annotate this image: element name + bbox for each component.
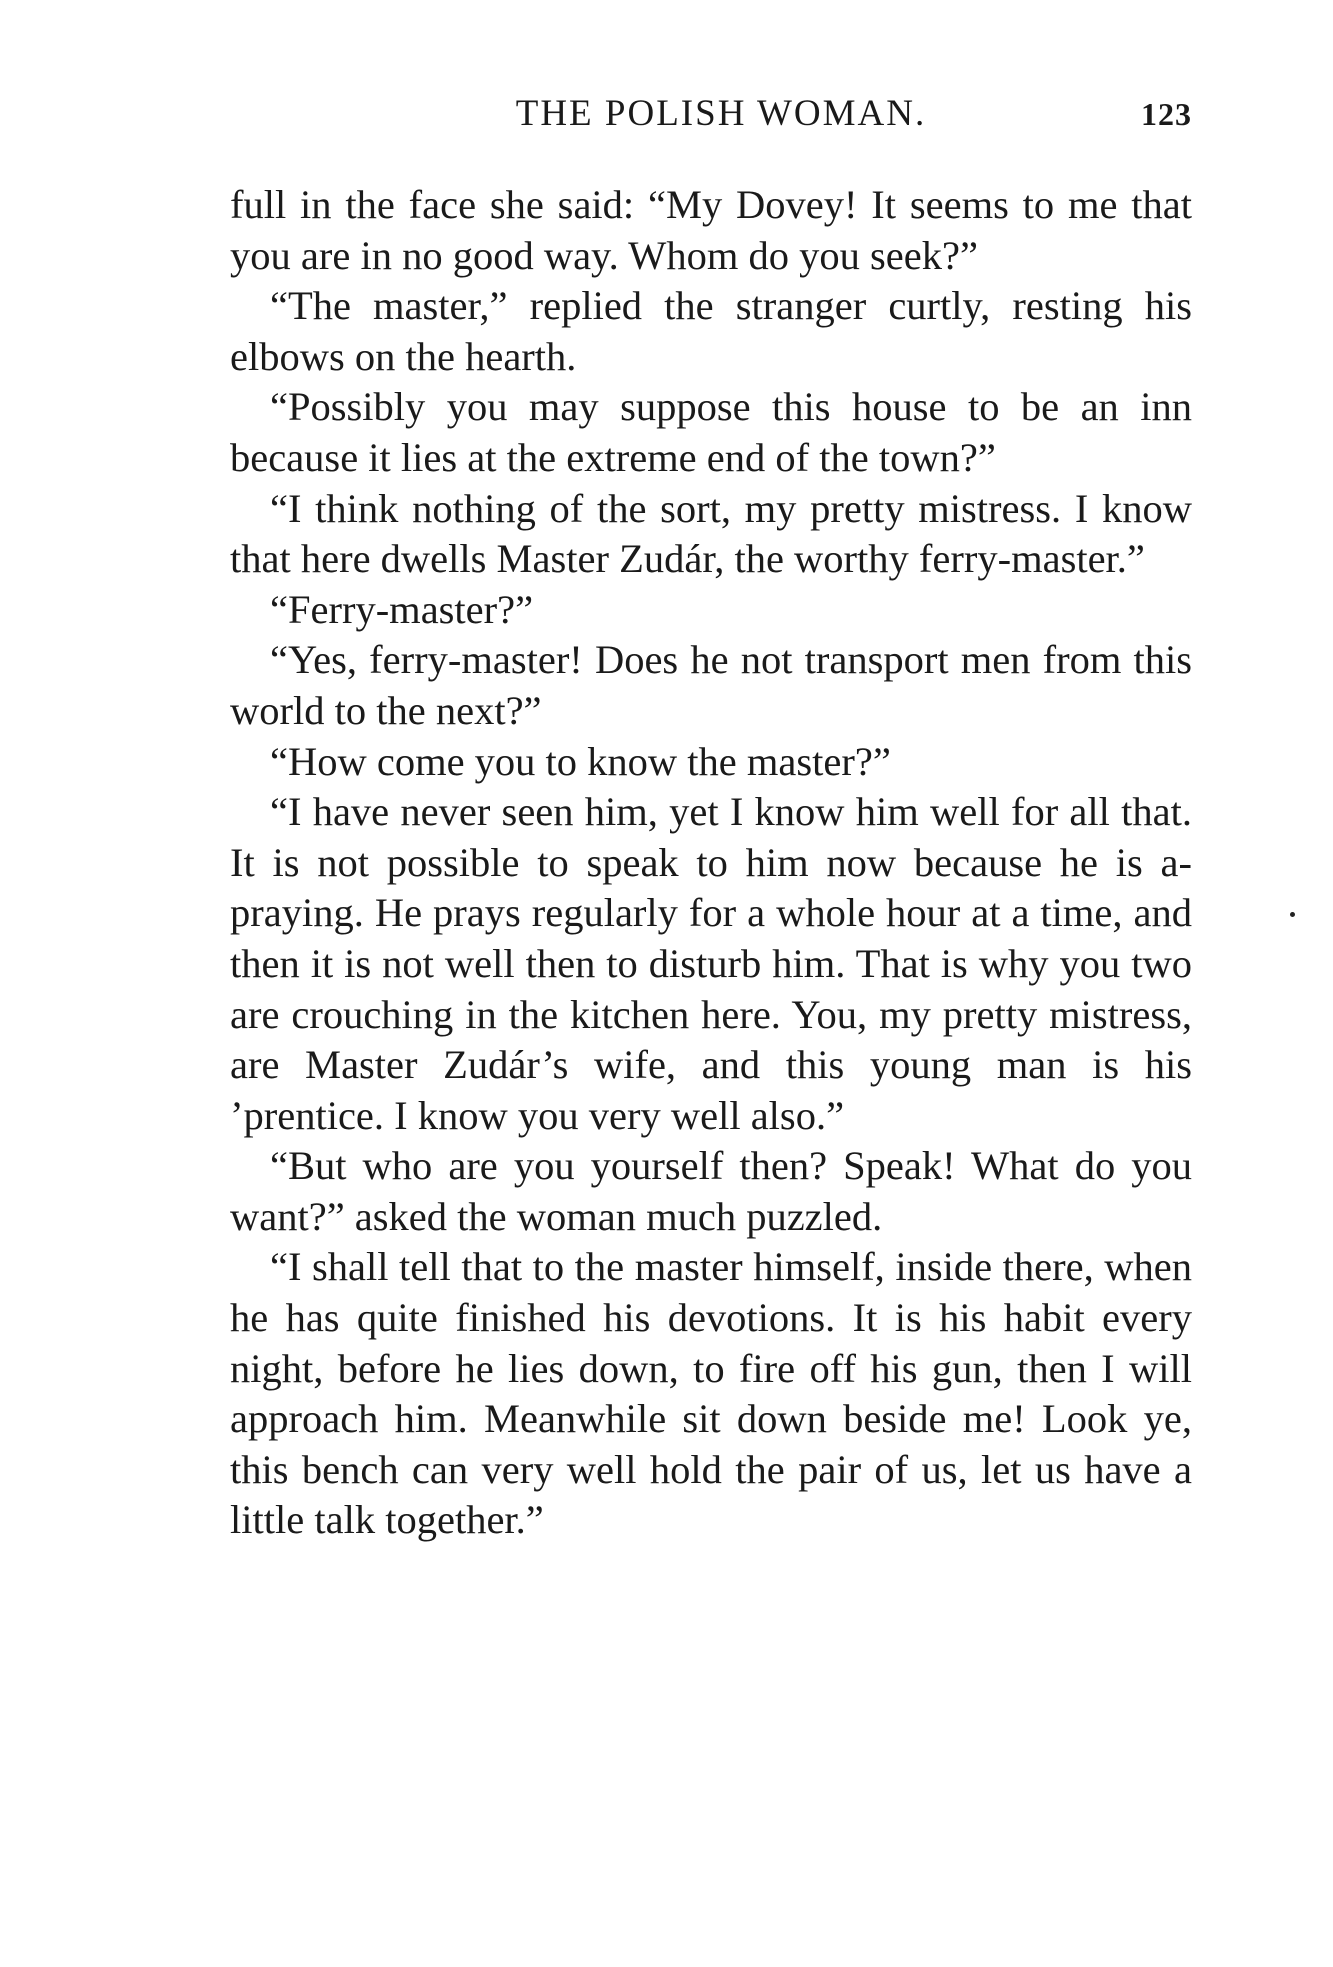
paragraph: “But who are you yourself then? Speak! What do you want?” asked the woman much puzzled. [230,1143,1192,1239]
paragraph: “I shall tell that to the master himself, inside there, when he has quite finished his devotions. It is his habit every night, before he lies down, to fire off his gun, then I will approach him. Meanwhile sit down beside me! Look ye, this bench can very well hold the pair of us, let us have a little talk together.” [230,1244,1192,1543]
body-text [230,180,1192,1546]
running-head [230,92,1192,142]
page-number: 123 [1141,96,1192,132]
paragraph: “I have never seen him, yet I know him well for all that. It is not possible to speak to him now because he is a-praying. He prays regularly for a whole hour at a time, and then it is not well then to disturb him. That is why you two are crouching in the kitchen here. You, my pretty mistress, are Master Zudár’s wife, and this young man is his ’prentice. I know you very well also.” [230,789,1192,1138]
paragraph: “Possibly you may suppose this house to be an inn because it lies at the extreme end of the town?” [230,384,1192,480]
ink-speck [1290,912,1295,917]
paragraph: “Ferry-master?” [270,586,534,632]
paragraph: “Yes, ferry-master! Does he not transport men from this world to the next?” [230,637,1192,733]
paragraph-continuation: full in the face she said: “My Dovey! It seems to me that you are in no good way. Whom do you seek?” [230,182,1192,278]
running-title: THE POLISH WOMAN. [515,93,927,134]
paragraph: “The master,” replied the stranger curtly, resting his elbows on the hearth. [230,283,1192,379]
paragraph: “I think nothing of the sort, my pretty mistress. I know that here dwells Master Zudár, the worthy ferry-master.” [230,485,1192,582]
paragraph: “How come you to know the master?” [270,738,891,784]
